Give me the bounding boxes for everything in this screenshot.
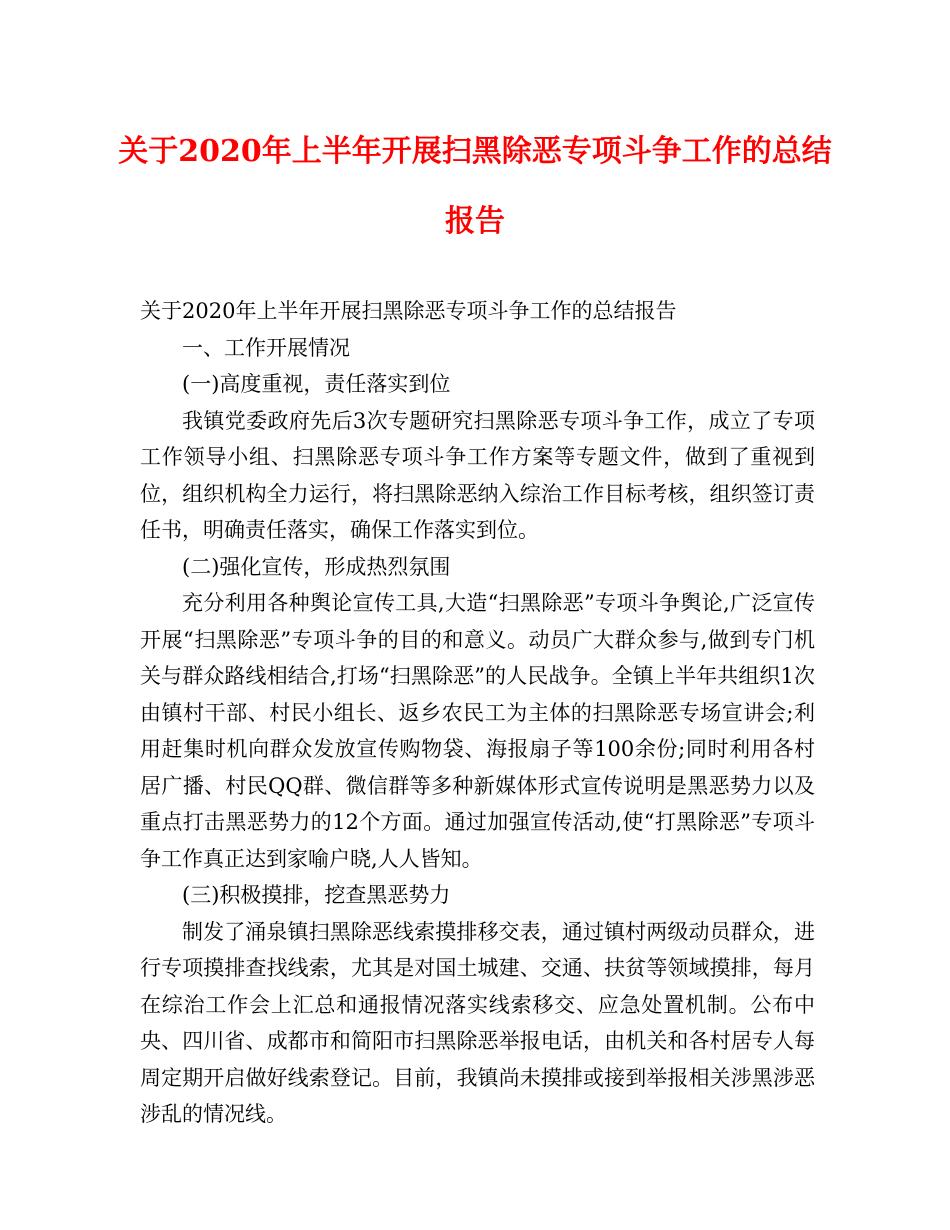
paragraph-3: 制发了涌泉镇扫黑除恶线索摸排移交表，通过镇村两级动员群众，进行专项摸排查找线索，尤其是对国土城建、交通、扶贫等领域摸排，每月在综治工作会上汇总和通报情况落实线索移交、应急处置机制。公布中央、四川省、成都市和简阳市扫黑除恶举报电话，由机关和各村居专人每周定期开启做好线索登记。目前，我镇尚未摸排或接到举报相关涉黑涉恶涉乱的情况线。 — [140, 919, 815, 1126]
intro-line: 关于2020年上半年开展扫黑除恶专项斗争工作的总结报告 — [140, 299, 677, 323]
subsection-heading-3: (三)积极摸排，挖查黑恶势力 — [182, 883, 451, 907]
document-body — [140, 293, 815, 1133]
document-title-line1: 关于2020年上半年开展扫黑除恶专项斗争工作的总结 — [118, 134, 832, 169]
subsection-heading-2: (二)强化宣传，形成热烈氛围 — [182, 554, 451, 579]
document-title-line2: 报告 — [445, 204, 505, 239]
section-heading: 一、工作开展情况 — [182, 335, 350, 360]
paragraph-2: 充分利用各种舆论宣传工具,大造“扫黑除恶”专项斗争舆论,广泛宣传开展“扫黑除恶”专项斗争的目的和意义。动员广大群众参与,做到专门机关与群众路线相结合,打场“扫黑除恶”的人民战争。全镇上半年共组织1次由镇村干部、村民小组长、返乡农民工为主体的扫黑除恶专场宣讲会;利用赶集时机向群众发放宣传购物袋、海报扇子等100余份;同时利用各村居广播、村民QQ群、微信群等多种新媒体形式宣传说明是黑恶势力以及重点打击黑恶势力的12个方面。通过加强宣传活动,使“打黑除恶”专项斗争工作真正达到家喻户晓,人人皆知。 — [140, 591, 815, 871]
paragraph-1: 我镇党委政府先后3次专题研究扫黑除恶专项斗争工作，成立了专项工作领导小组、扫黑除恶专项斗争工作方案等专题文件，做到了重视到位，组织机构全力运行，将扫黑除恶纳入综治工作目标考核，组织签订责任书，明确责任落实，确保工作落实到位。 — [140, 408, 815, 542]
subsection-heading-1: (一)高度重视，责任落实到位 — [182, 372, 451, 396]
